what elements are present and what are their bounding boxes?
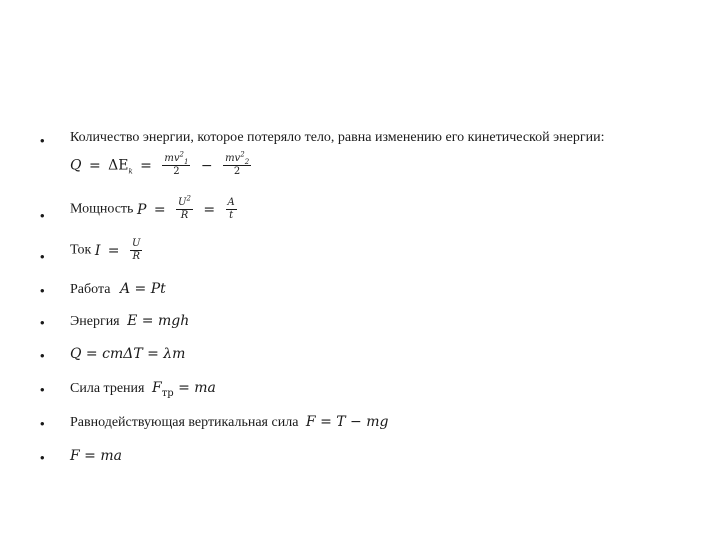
list-item-kinetic-energy bbox=[0, 131, 720, 183]
current-row bbox=[70, 238, 145, 263]
heat-row bbox=[70, 347, 185, 362]
friction-label: Сила трения bbox=[70, 381, 145, 396]
delta-e-subscript: k bbox=[128, 167, 133, 176]
fraction-numerator: $mv^2_1$ bbox=[164, 150, 189, 166]
energy-formula: E = mgh bbox=[127, 313, 190, 329]
energy-row bbox=[70, 314, 189, 329]
list-item-friction bbox=[0, 381, 720, 401]
fraction-denominator: R bbox=[180, 210, 189, 221]
current-formula bbox=[94, 238, 146, 262]
equals-sign: = bbox=[88, 157, 101, 174]
fraction bbox=[130, 238, 142, 263]
energy-label: Энергия bbox=[70, 314, 120, 329]
list-item-heat bbox=[0, 347, 720, 365]
newton-row bbox=[70, 449, 122, 464]
bullet: • bbox=[40, 315, 45, 330]
list-item-newton-second-law bbox=[0, 449, 720, 467]
delta-e: ΔE bbox=[108, 157, 129, 174]
power-label: Мощность bbox=[70, 201, 134, 217]
fraction-denominator: 2 bbox=[173, 166, 180, 177]
bullet: • bbox=[40, 133, 45, 148]
fraction bbox=[226, 197, 237, 222]
fraction-denominator: 2 bbox=[233, 166, 241, 177]
list-item-current bbox=[0, 238, 720, 270]
bullet: • bbox=[40, 208, 45, 223]
bullet: • bbox=[40, 283, 45, 298]
list-item-power bbox=[0, 194, 720, 229]
equals-sign: = bbox=[153, 201, 166, 218]
resultant-force-formula: F = T − mg bbox=[305, 414, 389, 430]
minus-sign: − bbox=[200, 157, 213, 174]
fraction-denominator: t bbox=[229, 210, 234, 221]
friction-subscript: тр bbox=[161, 387, 174, 399]
bullet: • bbox=[40, 416, 45, 431]
formula-lhs: P bbox=[136, 201, 147, 218]
work-row bbox=[70, 282, 166, 297]
equals-sign: = bbox=[203, 201, 216, 218]
fraction-numerator: U bbox=[131, 238, 141, 249]
fraction-denominator: R bbox=[132, 251, 140, 262]
formula-lhs: Q bbox=[70, 157, 82, 174]
bullet: • bbox=[40, 348, 45, 363]
fraction-numerator: $U^2$ bbox=[178, 194, 191, 208]
bullet: • bbox=[40, 450, 45, 465]
newton-formula: F = ma bbox=[70, 448, 122, 464]
fraction-numerator: $mv^2_2$ bbox=[225, 150, 250, 166]
equals-sign: = bbox=[140, 157, 152, 174]
list-item-work bbox=[0, 282, 720, 300]
kinetic-energy-formula bbox=[70, 150, 254, 178]
fraction bbox=[176, 194, 193, 222]
equals-sign: = bbox=[107, 242, 120, 259]
fraction bbox=[223, 150, 251, 178]
current-label: Ток bbox=[70, 242, 92, 258]
resultant-force-label: Равнодействующая вертикальная сила bbox=[70, 415, 299, 430]
formula-lhs: I bbox=[94, 242, 101, 259]
power-formula bbox=[136, 194, 240, 221]
formula-lhs: F bbox=[151, 380, 162, 396]
kinetic-energy-text: Количество энергии, которое потеряло тело, равна изменению его кинетической энергии: bbox=[70, 130, 605, 145]
bullet: • bbox=[40, 249, 45, 264]
list-item-resultant-force bbox=[0, 415, 720, 433]
work-label: Работа bbox=[70, 282, 111, 297]
work-formula: A = Pt bbox=[119, 281, 166, 297]
fraction-numerator: A bbox=[227, 197, 235, 208]
list-item-energy bbox=[0, 314, 720, 332]
bullet: • bbox=[40, 382, 45, 397]
resultant-force-row bbox=[70, 415, 388, 430]
formula-rhs: = ma bbox=[178, 380, 216, 396]
heat-formula: Q = cmΔT = λm bbox=[70, 346, 186, 362]
friction-formula bbox=[151, 380, 216, 399]
friction-row bbox=[70, 380, 216, 399]
fraction bbox=[162, 150, 190, 178]
power-row bbox=[70, 194, 240, 222]
